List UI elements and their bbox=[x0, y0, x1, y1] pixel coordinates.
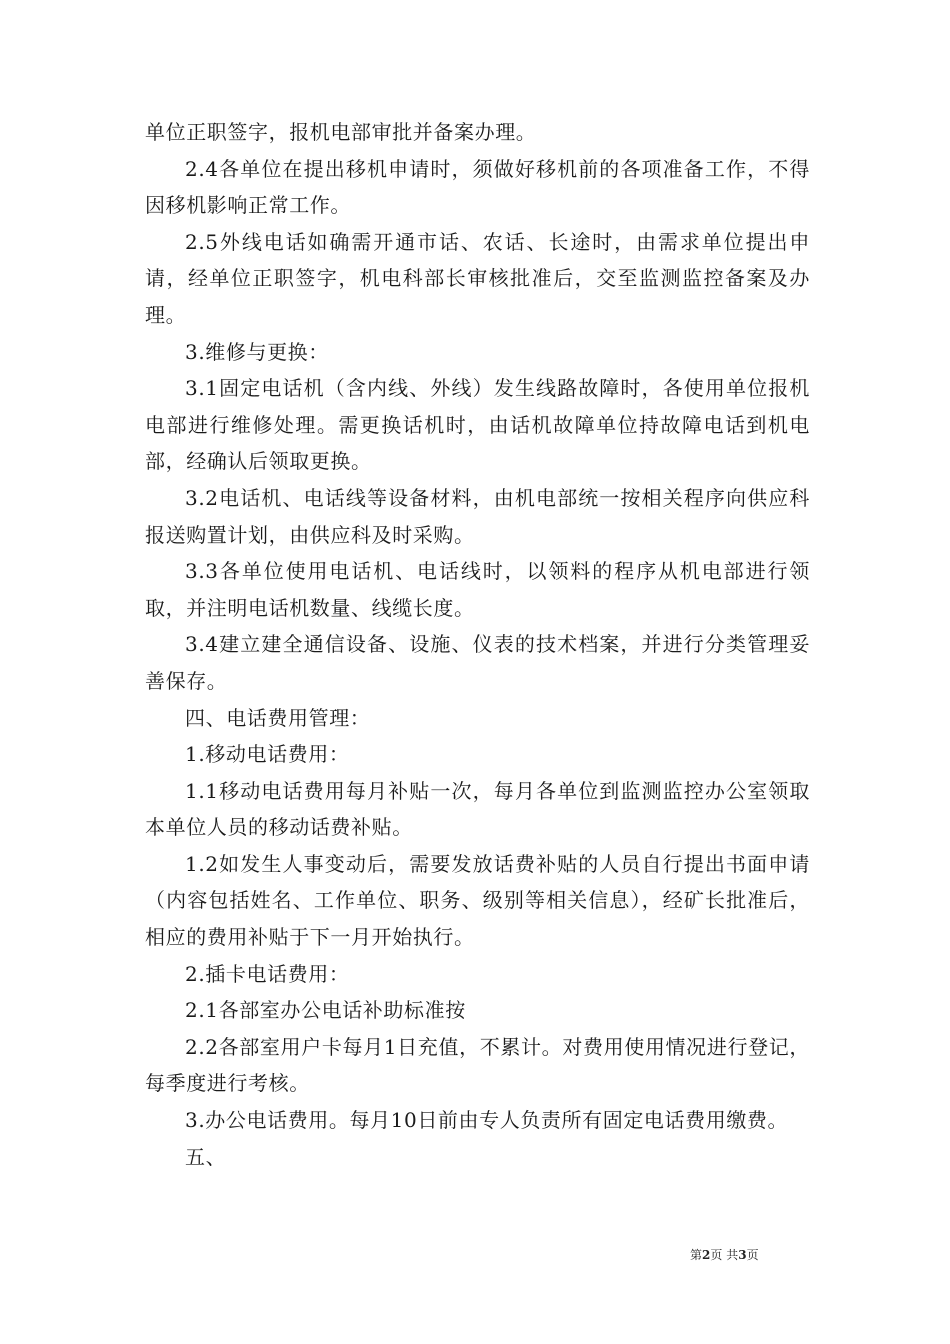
paragraph-3-3: 3.3各单位使用电话机、电话线时，以领料的程序从机电部进行领取，并注明电话机数量、线缆长度。 bbox=[145, 559, 810, 620]
paragraph-1-2: 1.2如发生人事变动后，需要发放话费补贴的人员自行提出书面申请（内容包括姓名、工作单位、职务、级别等相关信息），经矿长批准后，相应的费用补贴于下一月开始执行。 bbox=[145, 851, 810, 950]
footer-current-page: 2 bbox=[702, 1248, 711, 1262]
footer-total-pages: 3 bbox=[738, 1248, 747, 1262]
paragraph-2-1: 2.1各部室办公电话补助标准按 bbox=[185, 998, 466, 1023]
paragraph-3-1: 3.1固定电话机（含内线、外线）发生线路故障时，各使用单位报机电部进行维修处理。需更换话机时，由话机故障单位持故障电话到机电部，经确认后领取更换。 bbox=[145, 376, 810, 474]
heading-1-mobile: 1.移动电话费用： bbox=[185, 742, 350, 767]
page-number-footer bbox=[690, 1247, 759, 1263]
paragraph-2-5: 2.5外线电话如确需开通市话、农话、长途时，由需求单位提出申请，经单位正职签字，机电科部长审核批准后，交至监测监控备案及办理。 bbox=[145, 229, 810, 327]
footer-prefix: 第 bbox=[690, 1248, 703, 1262]
paragraph-2-4: 2.4各单位在提出移机申请时，须做好移机前的各项准备工作，不得因移机影响正常工作。 bbox=[145, 156, 810, 218]
paragraph-2-2: 2.2各部室用户卡每月1日充值，不累计。对费用使用情况进行登记，每季度进行考核。 bbox=[145, 1034, 810, 1096]
paragraph-1-1: 1.1移动电话费用每月补贴一次，每月各单位到监测监控办公室领取本单位人员的移动话费补贴。 bbox=[145, 778, 810, 840]
heading-3-maintenance: 3.维修与更换： bbox=[185, 339, 329, 364]
paragraph-3-4: 3.4建立建全通信设备、设施、仪表的技术档案，并进行分类管理妥善保存。 bbox=[145, 632, 810, 693]
heading-2-card-phone: 2.插卡电话费用： bbox=[185, 961, 350, 986]
paragraph-continuation: 单位正职签字，报机电部审批并备案办理。 bbox=[145, 120, 537, 144]
document-body bbox=[145, 114, 810, 1175]
footer-middle: 页 共 bbox=[710, 1248, 739, 1262]
footer-suffix: 页 bbox=[746, 1248, 759, 1262]
paragraph-3-2: 3.2电话机、电话线等设备材料，由机电部统一按相关程序向供应科报送购置计划，由供应科及时采购。 bbox=[145, 485, 810, 547]
paragraph-3-office-phone: 3.办公电话费用。每月10日前由专人负责所有固定电话费用缴费。 bbox=[185, 1108, 789, 1133]
heading-section-4: 四、电话费用管理： bbox=[185, 705, 371, 730]
heading-section-5: 五、 bbox=[185, 1144, 227, 1169]
